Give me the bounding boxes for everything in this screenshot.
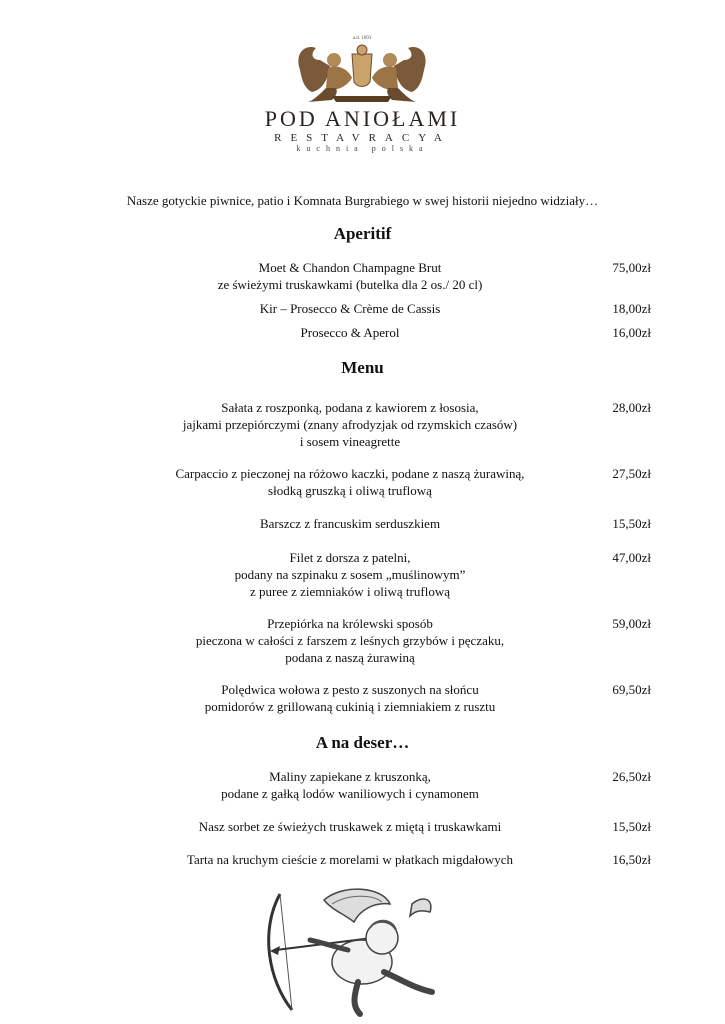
menu-item-line: Kir – Prosecco & Crème de Cassis (259, 301, 441, 316)
menu-item-price: 16,50zł (612, 852, 651, 867)
menu-item-price: 47,00zł (612, 550, 651, 565)
menu-item-price: 69,50zł (612, 682, 651, 697)
menu-item-description (100, 681, 600, 715)
menu-item-price: 15,50zł (612, 516, 651, 531)
menu-item-line: Sałata z roszponką, podana z kawiorem z łososia, (221, 400, 479, 415)
menu-item-line: Tarta na kruchym cieście z morelami w płatkach migdałowych (186, 852, 514, 867)
menu-item-line: Maliny zapiekane z kruszonką, (269, 769, 431, 784)
menu-item-price: 75,00zł (612, 260, 651, 275)
menu-item-description (100, 549, 600, 600)
menu-item-price: 15,50zł (612, 819, 651, 834)
menu-item-line: ze świeżymi truskawkami (butelka dla 2 os./ 20 cl) (217, 277, 483, 292)
intro-text: Nasze gotyckie piwnice, patio i Komnata Burgrabiego w swej historii niejedno widziały… (126, 193, 599, 208)
menu-item-line: podana z naszą żurawiną (285, 650, 415, 665)
menu-item-line: z puree z ziemniaków i oliwą truflową (250, 584, 450, 599)
menu-item-description (100, 818, 600, 835)
menu-item-line: podane z gałką lodów waniliowych i cynamonem (221, 786, 479, 801)
menu-item-line: i sosem vineagrette (299, 434, 401, 449)
menu-item-price: 28,00zł (612, 400, 651, 415)
section-title-dessert: A na deser… (315, 733, 410, 752)
menu-item-line: pieczona w całości z farszem z leśnych grzybów i pęczaku, (195, 633, 505, 648)
menu-item-line: Carpaccio z pieczonej na różowo kaczki, podane z naszą żurawiną, (175, 466, 525, 481)
section-title-aperitif: Aperitif (333, 224, 392, 243)
menu-item-description (100, 465, 600, 499)
menu-item-price: 59,00zł (612, 616, 651, 631)
menu-item-description (100, 300, 600, 317)
menu-item-line: Barszcz z francuskim serduszkiem (259, 516, 441, 531)
menu-item-description (100, 515, 600, 532)
menu-item-price: 27,50zł (612, 466, 651, 481)
menu-item-description (100, 399, 600, 450)
menu-item-price: 16,00zł (612, 325, 651, 340)
menu-item-line: Polędwica wołowa z pesto z suszonych na słońcu (221, 682, 479, 697)
brand-name: POD ANIOŁAMI (264, 106, 461, 131)
menu-item-price: 18,00zł (612, 301, 651, 316)
menu-item-description (100, 324, 600, 341)
menu-item-description (100, 615, 600, 666)
brand-tagline: kuchnia polska (296, 144, 429, 153)
menu-item-line: Nasz sorbet ze świeżych truskawek z miętą i truskawkami (198, 819, 502, 834)
menu-item-line: Moet & Chandon Champagne Brut (258, 260, 442, 275)
menu-item-line: słodką gruszką i oliwą truflową (268, 483, 432, 498)
cupid-icon (262, 880, 442, 1020)
section-title-menu: Menu (341, 358, 384, 377)
menu-item-line: Przepiórka na królewski sposób (267, 616, 433, 631)
angels-emblem-icon (292, 30, 432, 106)
menu-item-description (100, 768, 600, 802)
menu-item-line: pomidorów z grillowaną cukinią i ziemniakiem z rusztu (204, 699, 496, 714)
brand-subtitle: RESTAVRACYA (274, 132, 451, 144)
menu-item-line: podany na szpinaku z sosem „muślinowym” (234, 567, 466, 582)
menu-item-description (100, 851, 600, 868)
menu-item-price: 26,50zł (612, 769, 651, 784)
menu-item-line: jajkami przepiórczymi (znany afrodyzjak od rzymskich czasów) (182, 417, 518, 432)
restaurant-logo (0, 0, 725, 170)
menu-item-line: Prosecco & Aperol (300, 325, 400, 340)
logo-est: a.d. 1893 (352, 36, 372, 41)
menu-item-description (100, 259, 600, 293)
menu-item-line: Filet z dorsza z patelni, (289, 550, 411, 565)
